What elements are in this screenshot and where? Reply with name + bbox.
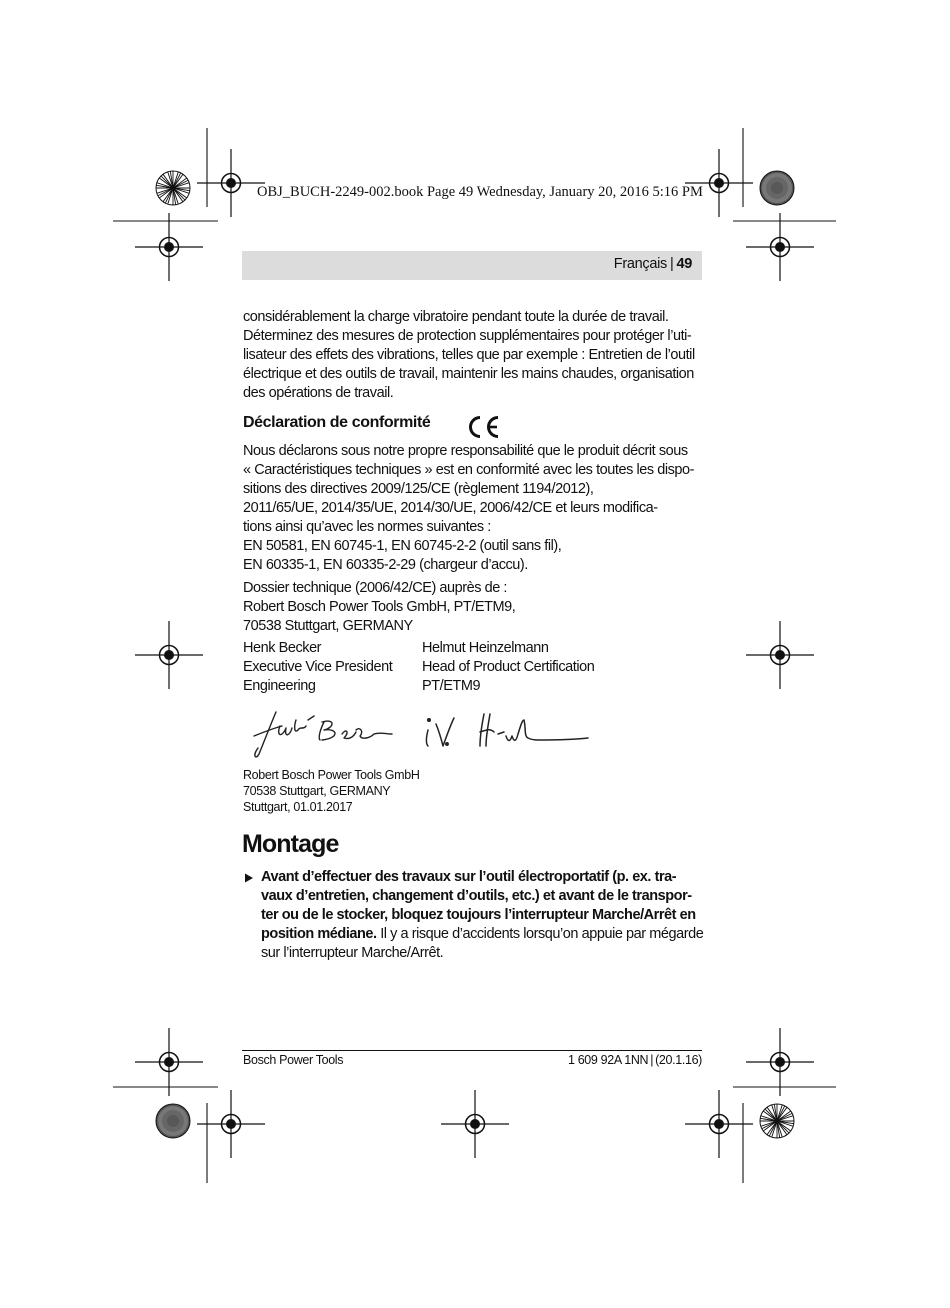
signatory-department: PT/ETM9 bbox=[422, 678, 481, 694]
text-line: lisateur des effets des vibrations, telles que par exemple : Entretien de l’outil bbox=[243, 347, 695, 363]
footer-brand: Bosch Power Tools bbox=[243, 1053, 344, 1067]
signature-right bbox=[420, 706, 595, 762]
text-line: 70538 Stuttgart, GERMANY bbox=[243, 784, 391, 798]
header-language: Français bbox=[613, 256, 667, 272]
bold-text: vaux d’entretien, changement d’outils, etc.) et avant de le transpor- bbox=[261, 888, 692, 904]
intro-paragraph bbox=[243, 308, 708, 403]
footer-separator: | bbox=[650, 1053, 654, 1067]
signatory-department: Engineering bbox=[243, 678, 316, 694]
safety-warning bbox=[243, 868, 703, 963]
text-line: EN 60335-1, EN 60335-2-29 (chargeur d’accu). bbox=[243, 557, 528, 573]
normal-text: Il y a risque d’accidents lorsqu’on appuie par mégarde bbox=[376, 926, 704, 942]
text-line: Déterminez des mesures de protection supplémentaires pour protéger l’uti- bbox=[243, 328, 692, 344]
doc-number: 1 609 92A 1NN bbox=[567, 1053, 649, 1067]
page-number: 49 bbox=[676, 256, 692, 272]
text-line: Robert Bosch Power Tools GmbH bbox=[243, 768, 420, 782]
signatory-name: Henk Becker bbox=[243, 640, 322, 656]
text-line: 70538 Stuttgart, GERMANY bbox=[243, 618, 413, 634]
declaration-heading: Déclaration de conformité bbox=[243, 414, 431, 431]
header-language-page bbox=[614, 256, 692, 272]
technical-dossier bbox=[243, 579, 708, 636]
signature-left bbox=[250, 706, 400, 762]
bold-text: position médiane. bbox=[261, 926, 377, 942]
bold-text: ter ou de le stocker, bloquez toujours l’interrupteur Marche/Arrêt en bbox=[261, 907, 696, 923]
triangle-bullet-icon bbox=[244, 873, 254, 883]
bold-text: Avant d’effectuer des travaux sur l’outil électroportatif (p. ex. tra- bbox=[261, 869, 677, 885]
signatory-right bbox=[422, 639, 594, 696]
text-line bbox=[243, 906, 703, 925]
signatory-title: Head of Product Certification bbox=[422, 659, 595, 675]
doc-date: (20.1.16) bbox=[655, 1053, 702, 1067]
declaration-paragraph bbox=[243, 442, 708, 575]
print-slug: OBJ_BUCH-2249-002.book Page 49 Wednesday, January 20, 2016 5:16 PM bbox=[257, 184, 703, 200]
footer-doc-info bbox=[568, 1053, 702, 1067]
signatory-left bbox=[243, 639, 392, 696]
text-line: sitions des directives 2009/125/CE (règlement 1194/2012), bbox=[243, 481, 594, 497]
text-line: 2011/65/UE, 2014/35/UE, 2014/30/UE, 2006/42/CE et leurs modifica- bbox=[243, 500, 658, 516]
text-line: des opérations de travail. bbox=[243, 385, 394, 401]
text-line: Dossier technique (2006/42/CE) auprès de : bbox=[243, 580, 508, 596]
text-line: tions ainsi qu’avec les normes suivantes : bbox=[243, 519, 491, 535]
signatory-name: Helmut Heinzelmann bbox=[422, 640, 549, 656]
text-line bbox=[243, 925, 703, 944]
text-line bbox=[243, 887, 703, 906]
footer-divider bbox=[242, 1050, 702, 1051]
text-line: électrique et des outils de travail, maintenir les mains chaudes, organisation bbox=[243, 366, 694, 382]
text-line: « Caractéristiques techniques » est en conformité avec les toutes les dispo- bbox=[243, 462, 694, 478]
normal-text: sur l’interrupteur Marche/Arrêt. bbox=[261, 945, 444, 961]
text-line bbox=[243, 944, 703, 963]
ce-mark-icon bbox=[465, 414, 501, 440]
text-line: Nous déclarons sous notre propre responsabilité que le produit décrit sous bbox=[243, 443, 688, 459]
text-line: Stuttgart, 01.01.2017 bbox=[243, 800, 353, 814]
company-address bbox=[243, 767, 420, 815]
text-line: Robert Bosch Power Tools GmbH, PT/ETM9, bbox=[243, 599, 516, 615]
text-line bbox=[243, 868, 703, 887]
page-header bbox=[242, 251, 702, 280]
header-separator: | bbox=[670, 256, 674, 272]
signatory-title: Executive Vice President bbox=[243, 659, 393, 675]
montage-heading: Montage bbox=[242, 830, 339, 858]
text-line: EN 50581, EN 60745-1, EN 60745-2-2 (outil sans fil), bbox=[243, 538, 562, 554]
text-line: considérablement la charge vibratoire pendant toute la durée de travail. bbox=[243, 309, 669, 325]
